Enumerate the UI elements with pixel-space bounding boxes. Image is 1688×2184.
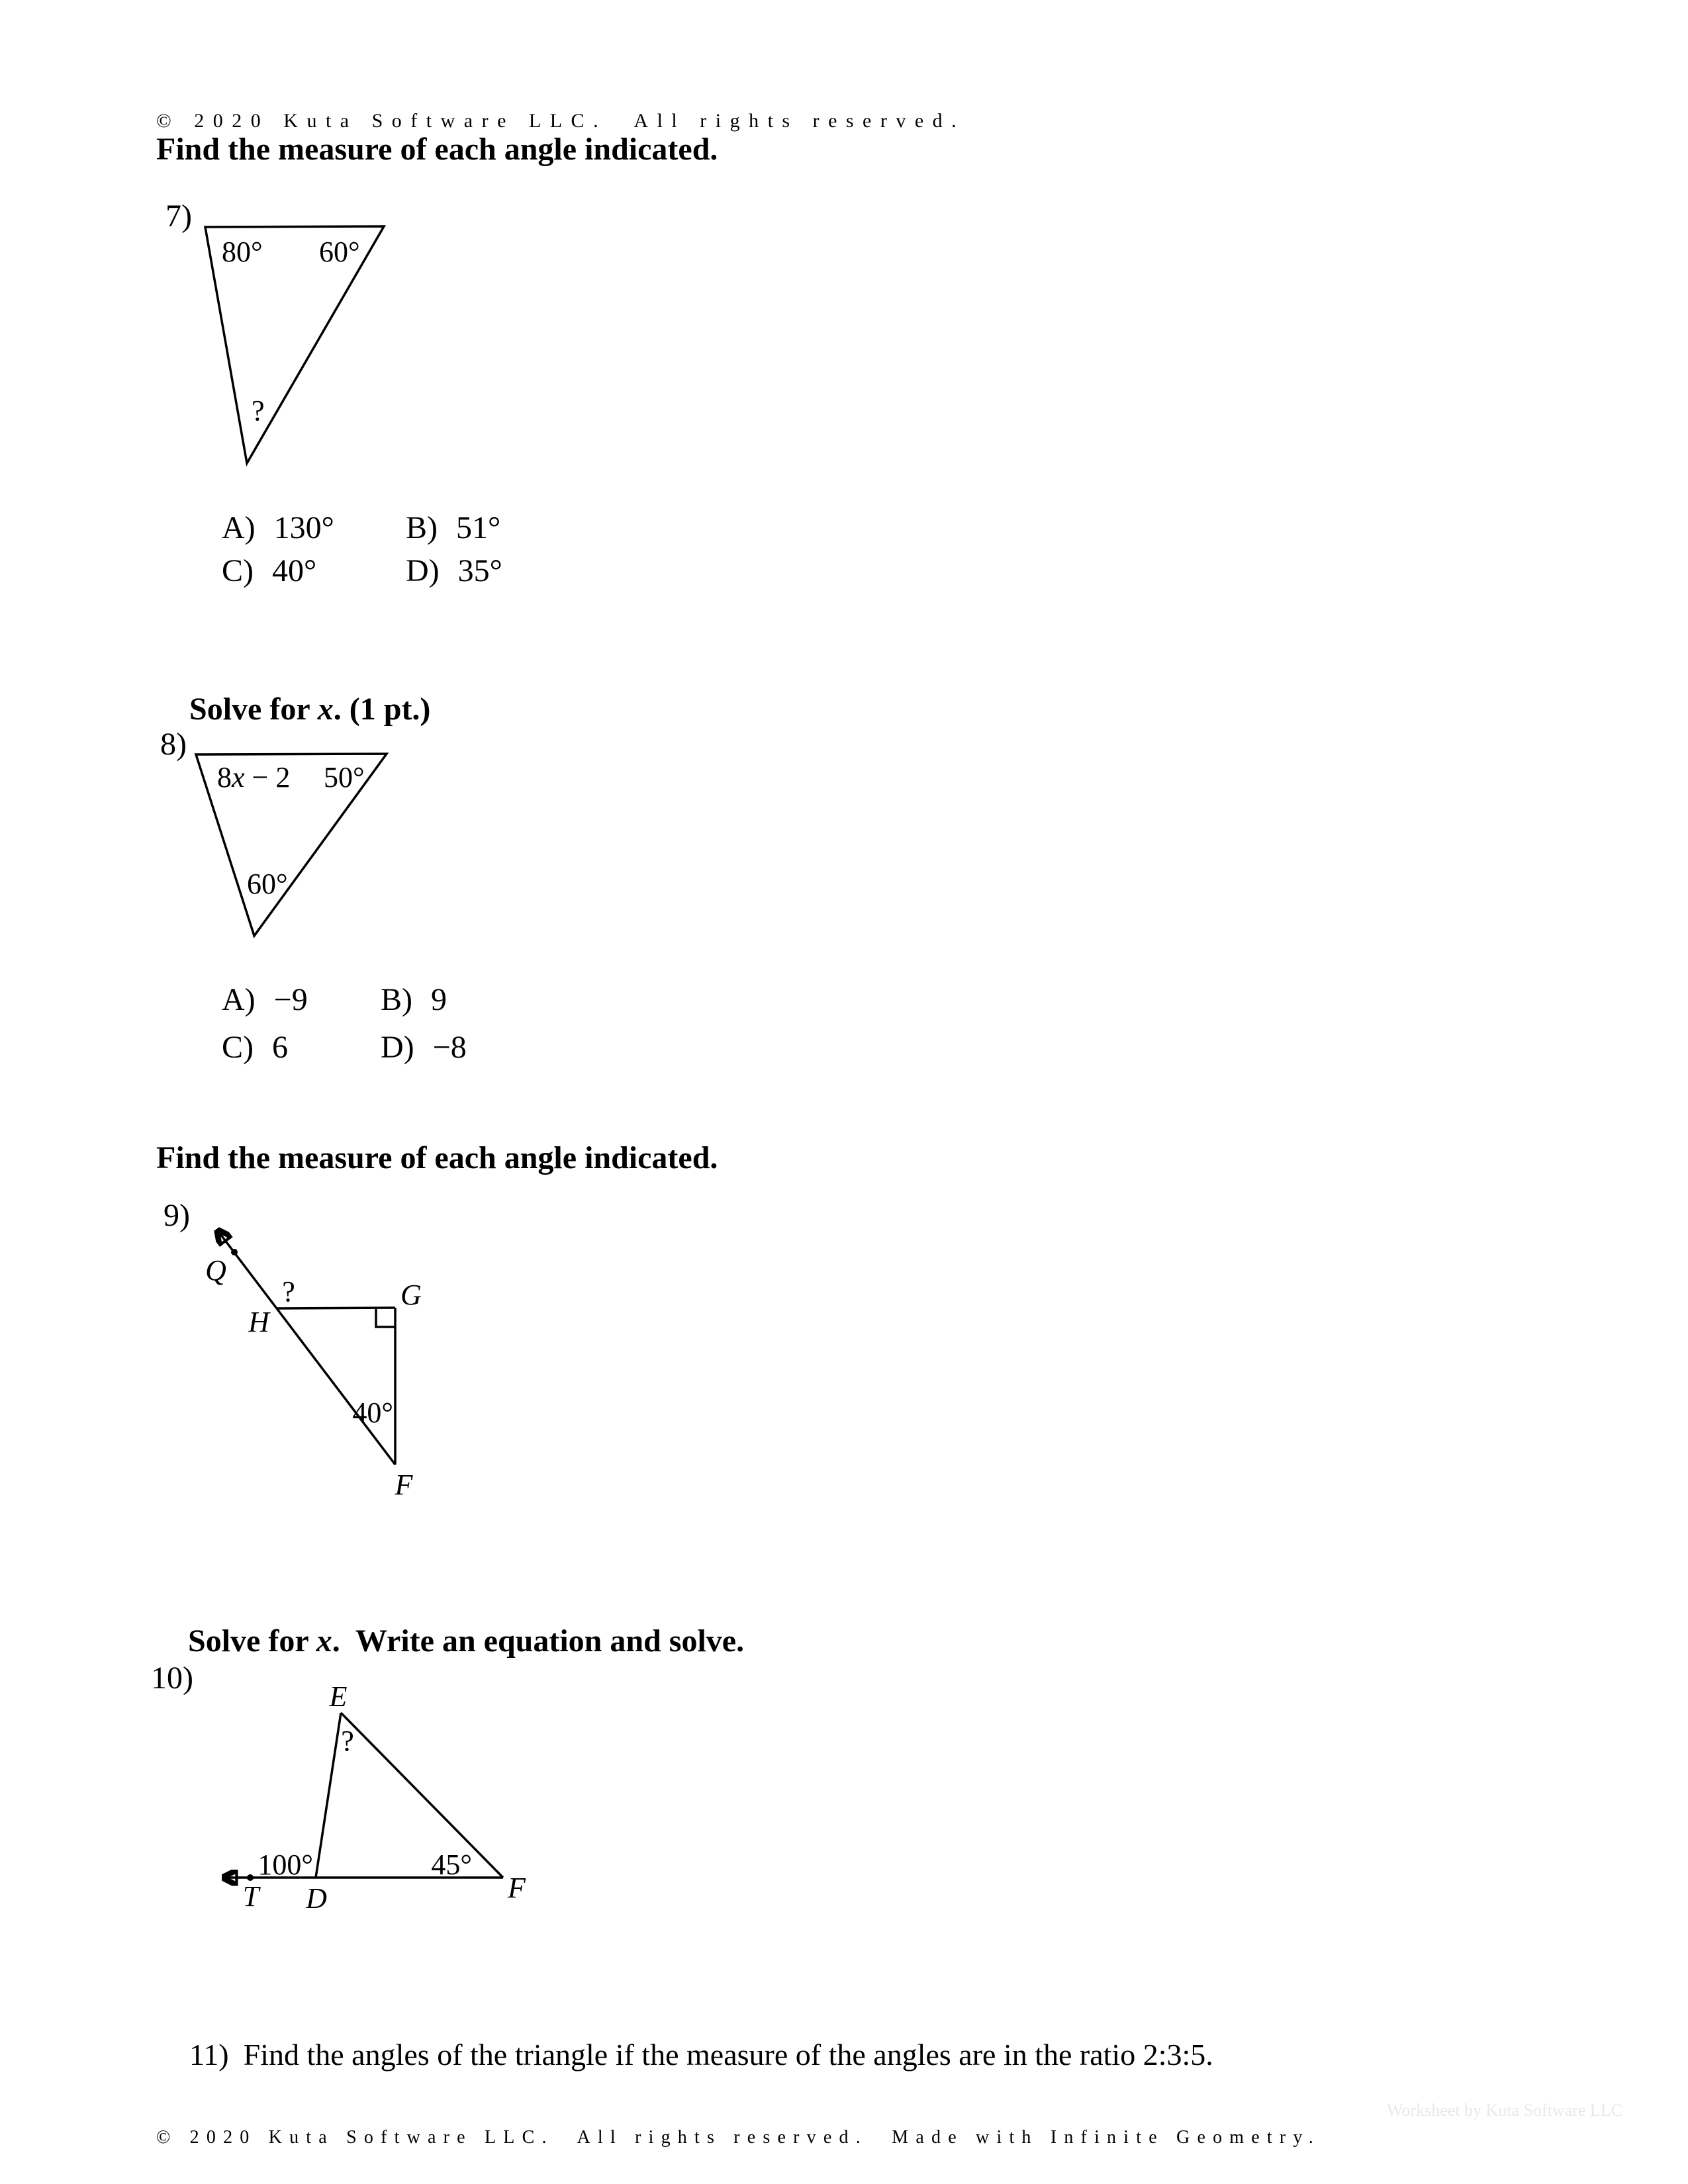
problem-11 — [159, 2009, 1213, 2101]
choice-8c-label: C) — [222, 1030, 254, 1065]
angle-label-80: 80° — [222, 236, 263, 268]
choice-8a-value: −9 — [273, 982, 308, 1017]
heading-4-variable: x — [316, 1623, 332, 1659]
problem-11-number: 11) — [189, 2038, 229, 2071]
choice-8c — [190, 1000, 288, 1095]
heading-4-suffix: . Write an equation and solve. — [332, 1623, 745, 1659]
segment-de — [316, 1713, 341, 1878]
copyright-line: © 2020 Kuta Software LLC. All rights reserved. — [156, 110, 966, 132]
heading-2-suffix: . (1 pt.) — [333, 692, 431, 727]
choice-8b-label: B) — [381, 982, 412, 1017]
point-label-e: E — [329, 1680, 348, 1713]
section-heading-3: Find the measure of each angle indicated. — [156, 1140, 718, 1175]
ray-point-dot — [231, 1249, 238, 1255]
choice-7a-value: 130° — [273, 510, 334, 545]
angle-label-40: 40° — [352, 1396, 393, 1429]
point-label-h: H — [248, 1306, 269, 1338]
choice-7d — [374, 523, 502, 619]
choice-7c-value: 40° — [272, 553, 317, 588]
unknown-angle-label: ? — [341, 1725, 354, 1757]
right-angle-mark — [376, 1308, 395, 1327]
problem-9-number: 9) — [164, 1198, 190, 1233]
unknown-angle-label: ? — [252, 394, 265, 427]
triangle-figure-8 — [179, 735, 404, 946]
problem-11-text: Find the angles of the triangle if the measure of the angles are in the ratio 2:3:5. — [243, 2038, 1213, 2071]
choice-8b-value: 9 — [431, 982, 447, 1017]
footer-line: © 2020 Kuta Software LLC. All rights reserved. Made with Infinite Geometry. — [156, 2127, 1321, 2148]
choice-8d-label: D) — [381, 1030, 414, 1065]
choice-7d-value: 35° — [457, 553, 502, 588]
angle-label-50: 50° — [324, 761, 365, 794]
point-label-f: F — [395, 1469, 413, 1501]
unknown-angle-label: ? — [282, 1275, 295, 1308]
choice-8d-value: −8 — [432, 1030, 467, 1065]
point-label-d: D — [306, 1882, 327, 1915]
angle-label-45: 45° — [431, 1848, 472, 1881]
angle-label-60: 60° — [247, 868, 288, 900]
expression-label: 8x − 2 — [217, 761, 291, 794]
choice-7b-value: 51° — [456, 510, 501, 545]
segment-ef — [341, 1713, 503, 1878]
section-heading-1: Find the measure of each angle indicated. — [156, 132, 718, 167]
choice-8a-label: A) — [222, 982, 256, 1017]
choice-7d-label: D) — [406, 553, 440, 588]
ray-triangle-figure-9 — [199, 1211, 444, 1509]
heading-2-prefix: Solve for — [189, 692, 318, 727]
angle-label-100: 100° — [258, 1848, 313, 1881]
choice-7c — [190, 523, 316, 619]
ray-hq — [218, 1232, 277, 1308]
problem-8-number: 8) — [160, 727, 187, 762]
exterior-angle-figure-10 — [199, 1674, 543, 1926]
problem-7-number: 7) — [165, 199, 192, 234]
choice-8d — [349, 1000, 467, 1095]
point-label-g: G — [400, 1279, 422, 1311]
problem-10-number: 10) — [151, 1661, 193, 1696]
point-label-f: F — [508, 1872, 526, 1904]
triangle-figure-7 — [185, 215, 404, 473]
angle-label-60: 60° — [319, 236, 360, 268]
watermark: Worksheet by Kuta Software LLC — [1387, 2101, 1623, 2120]
segment-hf — [277, 1308, 395, 1465]
choice-7c-label: C) — [222, 553, 254, 588]
point-label-t: T — [242, 1880, 259, 1913]
heading-4-prefix: Solve for — [188, 1623, 316, 1659]
point-label-q: Q — [205, 1254, 226, 1287]
choice-7a-label: A) — [222, 510, 256, 545]
heading-2-variable: x — [317, 692, 334, 727]
choice-7b-label: B) — [406, 510, 438, 545]
choice-8c-value: 6 — [272, 1030, 288, 1065]
